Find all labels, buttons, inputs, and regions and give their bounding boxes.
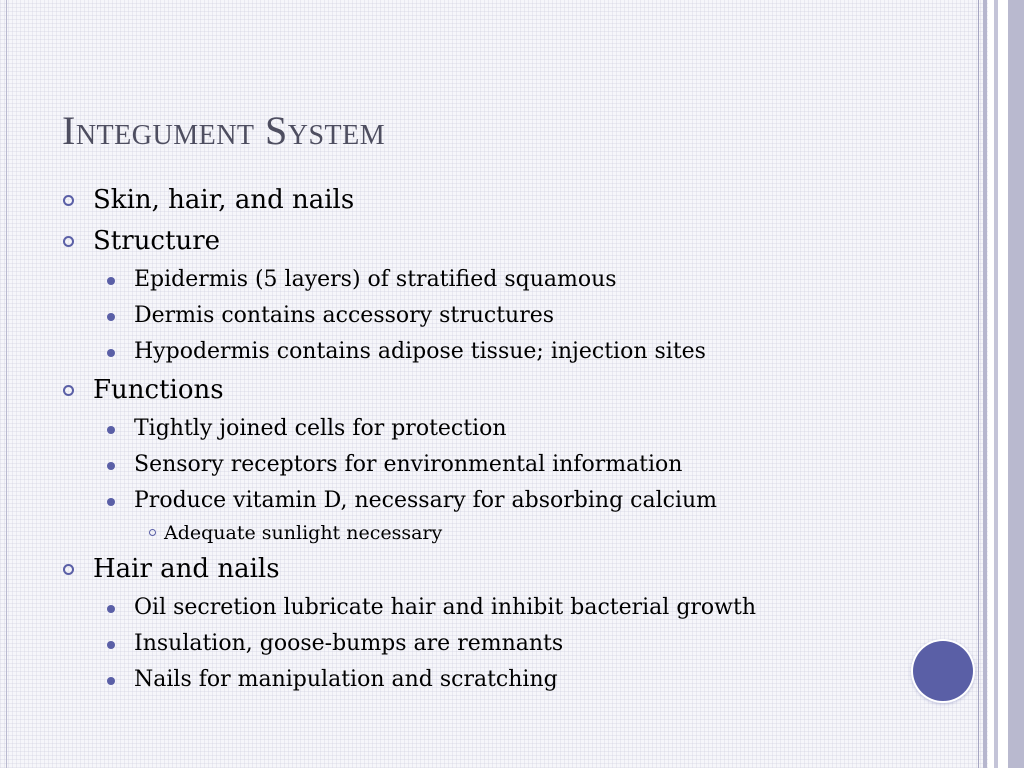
- decorative-circle: [913, 641, 973, 701]
- bullet-section: [62, 552, 962, 695]
- hollow-circle-bullet-icon: [63, 564, 74, 575]
- bullet-level2-text: Produce vitamin D, necessary for absorbing calcium: [134, 488, 718, 513]
- filled-dot-bullet-icon: [107, 277, 115, 285]
- bullet-level2-text: Sensory receptors for environmental information: [134, 452, 683, 477]
- bullet-level2-text: Epidermis (5 layers) of stratified squamous: [134, 267, 617, 292]
- right-edge-stripe: [1008, 0, 1024, 768]
- bullet-level2: [62, 486, 962, 516]
- bullet-level2-text: Dermis contains accessory structures: [134, 303, 555, 328]
- bullet-level1: [62, 224, 962, 259]
- bullet-level2: [62, 414, 962, 444]
- filled-dot-bullet-icon: [107, 349, 115, 357]
- bullet-level2: [62, 593, 962, 623]
- right-edge-stripe: [998, 0, 1008, 768]
- filled-dot-bullet-icon: [107, 641, 115, 649]
- bullet-level1: [62, 552, 962, 587]
- bullet-section: [62, 373, 962, 546]
- bullet-section: [62, 183, 962, 218]
- bullet-level2-text: Tightly joined cells for protection: [134, 416, 507, 441]
- bullet-level2-text: Nails for manipulation and scratching: [134, 667, 558, 692]
- bullet-section: [62, 224, 962, 367]
- filled-dot-bullet-icon: [107, 677, 115, 685]
- bullet-level1-text: Structure: [93, 226, 221, 256]
- right-edge-stripe: [983, 0, 987, 768]
- slide-body: [62, 183, 962, 695]
- filled-dot-bullet-icon: [107, 313, 115, 321]
- filled-dot-bullet-icon: [107, 605, 115, 613]
- bullet-level2-text: Oil secretion lubricate hair and inhibit bacterial growth: [134, 595, 757, 620]
- bullet-level2: [62, 337, 962, 367]
- hollow-circle-bullet-icon: [63, 385, 74, 396]
- hollow-circle-bullet-icon: [63, 195, 74, 206]
- bullet-level2: [62, 665, 962, 695]
- small-hollow-circle-bullet-icon: [149, 529, 156, 536]
- bullet-level2: [62, 629, 962, 659]
- bullet-level2-text: Insulation, goose-bumps are remnants: [134, 631, 564, 656]
- bullet-level2-text: Hypodermis contains adipose tissue; injection sites: [134, 339, 706, 364]
- bullet-level2: [62, 450, 962, 480]
- filled-dot-bullet-icon: [107, 498, 115, 506]
- hollow-circle-bullet-icon: [63, 236, 74, 247]
- bullet-level1-text: Hair and nails: [93, 554, 280, 584]
- bullet-level3: [62, 520, 962, 546]
- bullet-level1: [62, 183, 962, 218]
- slide-left-border: [6, 0, 7, 768]
- filled-dot-bullet-icon: [107, 462, 115, 470]
- bullet-level2: [62, 265, 962, 295]
- bullet-level2: [62, 301, 962, 331]
- bullet-level1-text: Skin, hair, and nails: [93, 185, 355, 215]
- bullet-level3-text: Adequate sunlight necessary: [164, 522, 443, 544]
- bullet-level1-text: Functions: [93, 375, 224, 405]
- slide-title: Integument System: [62, 108, 386, 153]
- right-edge-stripe: [978, 0, 979, 768]
- filled-dot-bullet-icon: [107, 426, 115, 434]
- bullet-level1: [62, 373, 962, 408]
